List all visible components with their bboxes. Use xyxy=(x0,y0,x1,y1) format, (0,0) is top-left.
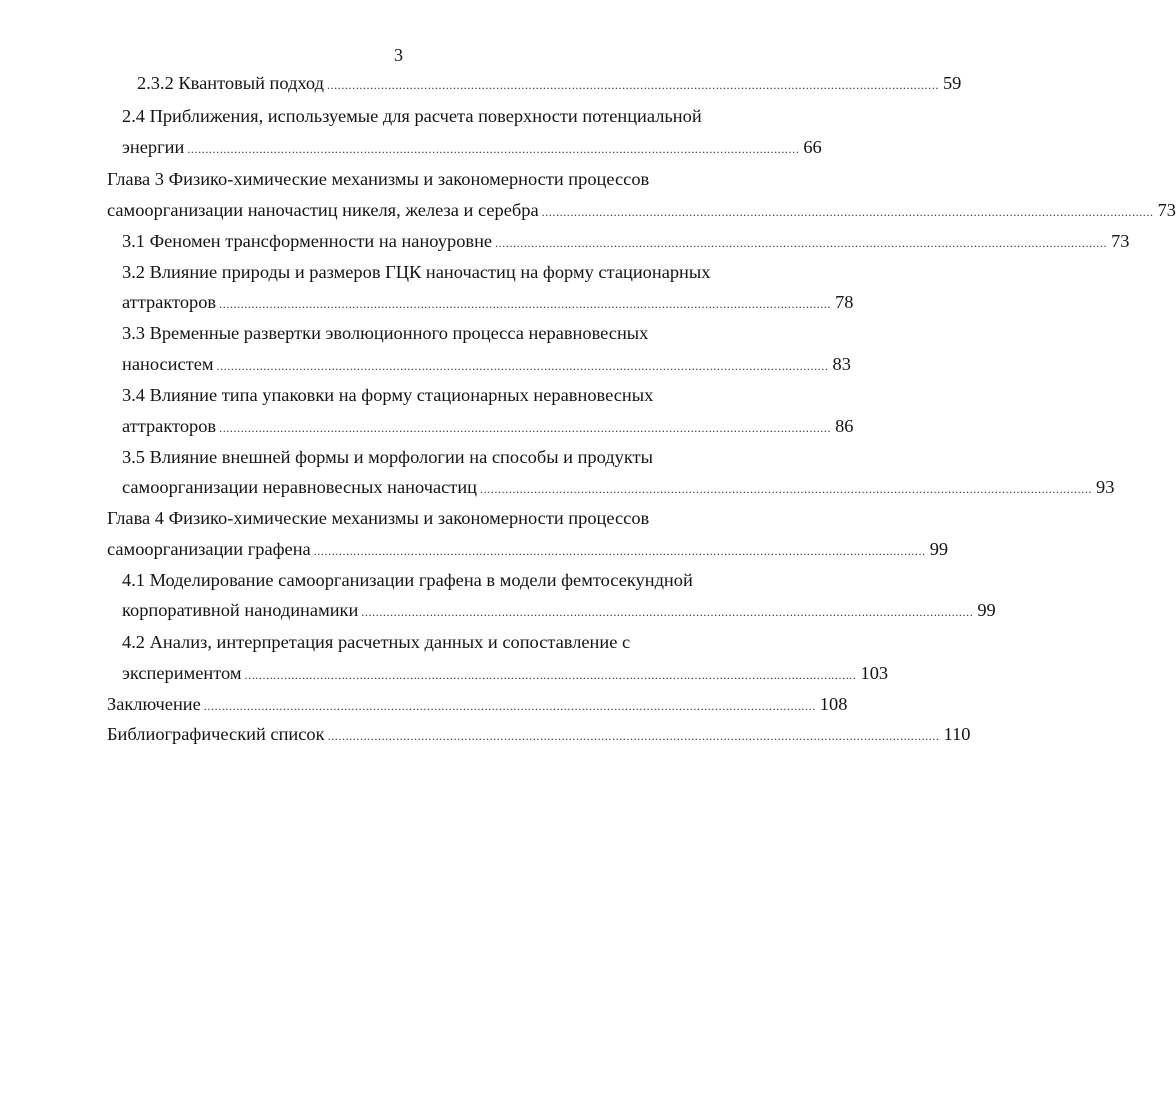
toc-entry-title: 4.1 Моделирование самоорганизации графена в модели фемтосекундной xyxy=(122,570,693,590)
leader-dots: .......................................................................................................................................................................... xyxy=(187,142,800,156)
toc-entry-title: 2.4 Приближения, используемые для расчета поверхности потенциальной xyxy=(122,106,702,126)
leader-dots: .......................................................................................................................................................................... xyxy=(327,729,940,743)
toc-entry-title-line xyxy=(122,321,648,345)
toc-entry-page: 93 xyxy=(1096,477,1115,497)
toc-entry-title: аттракторов xyxy=(122,292,217,312)
toc-entry-page: 103 xyxy=(860,663,889,683)
toc-entry-page: 73 xyxy=(1111,231,1130,251)
leader-dots: .......................................................................................................................................................................... xyxy=(203,699,816,713)
leader-dots: .......................................................................................................................................................................... xyxy=(219,421,832,435)
toc-entry-title: Библиографический список xyxy=(107,724,325,744)
toc-entry-page: 108 xyxy=(819,694,848,714)
toc-entry-title: самоорганизации графена xyxy=(107,539,311,559)
toc-entry-title: 3.3 Временные развертки эволюционного процесса неравновесных xyxy=(122,323,649,343)
toc-entry-page: 110 xyxy=(943,724,971,744)
toc-entry-page: 78 xyxy=(835,292,854,312)
toc-entry-title-line xyxy=(107,167,649,191)
toc-entry-title: самоорганизации неравновесных наночастиц xyxy=(122,477,478,497)
toc-entry xyxy=(107,537,949,563)
leader-dots: .......................................................................................................................................................................... xyxy=(216,359,829,373)
toc-entry-page: 99 xyxy=(977,600,996,620)
toc-entry-title: корпоративной нанодинамики xyxy=(122,600,359,620)
toc-entry-title: 3.4 Влияние типа упаковки на форму стационарных неравновесных xyxy=(122,385,654,405)
toc-entry-title-line xyxy=(122,104,702,128)
toc-entry xyxy=(122,290,854,316)
toc-entry-title-line xyxy=(122,568,693,592)
toc-entry-title-line xyxy=(107,506,649,530)
toc-entry xyxy=(122,598,996,624)
toc-entry-title: 3.2 Влияние природы и размеров ГЦК наночастиц на форму стационарных xyxy=(122,262,711,282)
leader-dots: .......................................................................................................................................................................... xyxy=(361,605,974,619)
leader-dots: .......................................................................................................................................................................... xyxy=(480,482,1093,496)
toc-entry-page: 86 xyxy=(835,416,854,436)
toc-entry-title-line xyxy=(122,260,710,284)
toc-entry-title: 3.1 Феномен трансформенности на наноуровне xyxy=(122,231,493,251)
toc-entry-title: Заключение xyxy=(107,694,201,714)
toc-entry-title-line xyxy=(122,445,653,469)
toc-entry-title: Глава 3 Физико-химические механизмы и закономерности процессов xyxy=(107,169,650,189)
leader-dots: .......................................................................................................................................................................... xyxy=(326,78,939,92)
toc-entry xyxy=(107,198,1176,224)
leader-dots: .......................................................................................................................................................................... xyxy=(495,236,1108,250)
toc-entry-title: самоорганизации наночастиц никеля, железа и серебра xyxy=(107,200,539,220)
toc-entry-title: экспериментом xyxy=(122,663,242,683)
toc-entry-title-line xyxy=(122,630,630,654)
toc-entry-title: 2.3.2 Квантовый подход xyxy=(137,73,324,93)
toc-entry-page: 59 xyxy=(942,73,962,93)
toc-entry-title: 4.2 Анализ, интерпретация расчетных данных и сопоставление с xyxy=(122,632,631,652)
toc-entry xyxy=(122,229,1130,255)
leader-dots: .......................................................................................................................................................................... xyxy=(313,544,926,558)
toc-entry-title: энергии xyxy=(122,137,185,157)
toc-entry-page: 73 xyxy=(1157,200,1176,220)
toc-entry xyxy=(107,692,848,718)
page-number: 3 xyxy=(394,45,403,65)
toc-entry xyxy=(122,352,851,378)
leader-dots: .......................................................................................................................................................................... xyxy=(541,205,1154,219)
toc-entry xyxy=(107,722,971,748)
toc-entry-title: Глава 4 Физико-химические механизмы и закономерности процессов xyxy=(107,508,650,528)
leader-dots: .......................................................................................................................................................................... xyxy=(244,668,857,682)
toc-entry-page: 66 xyxy=(803,137,822,157)
toc-entry-title-line xyxy=(122,383,653,407)
toc-entry-page: 83 xyxy=(832,354,851,374)
toc-entry xyxy=(122,475,1115,501)
toc-entry-title: наносистем xyxy=(122,354,214,374)
toc-entry xyxy=(122,661,889,687)
toc-entry xyxy=(137,71,962,97)
toc-entry-title: аттракторов xyxy=(122,416,217,436)
toc-entry-title: 3.5 Влияние внешней формы и морфологии на способы и продукты xyxy=(122,447,653,467)
toc-entry xyxy=(122,414,854,440)
toc-entry-page: 99 xyxy=(929,539,949,559)
toc-entry xyxy=(122,135,822,161)
leader-dots: .......................................................................................................................................................................... xyxy=(219,297,832,311)
